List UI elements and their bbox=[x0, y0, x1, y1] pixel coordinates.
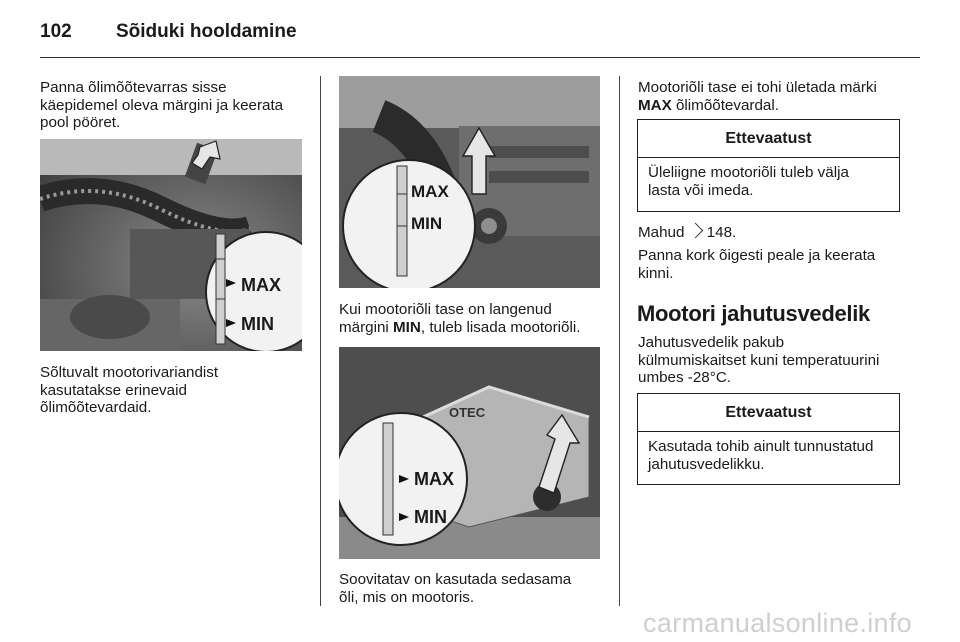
min-mark: MIN bbox=[393, 318, 421, 336]
engine-cover-text: OTEC bbox=[449, 405, 486, 420]
column-divider bbox=[320, 76, 321, 606]
page-title: Sõiduki hooldamine bbox=[116, 21, 297, 42]
max-label: MAX bbox=[241, 275, 281, 295]
min-label: MIN bbox=[241, 314, 274, 334]
column-divider bbox=[619, 76, 620, 606]
caution-box bbox=[637, 393, 900, 485]
low-level-paragraph: Kui mootoriõli tase on langenud märgini MIN, tuleb lisada mootoriõli. bbox=[339, 301, 581, 336]
coolant-paragraph: Jahutusvedelik pakub külmumiskaitset kuni temperatuurini umbes -28°C. bbox=[638, 334, 880, 386]
page-reference-icon[interactable] bbox=[687, 223, 703, 239]
intro-paragraph: Panna õlimõõtevarras sisse käepidemel oleva märgini ja keerata pool pööret. bbox=[40, 79, 284, 131]
watermark: carmanualsonline.info bbox=[643, 608, 912, 638]
header-divider bbox=[40, 57, 920, 58]
caution-text: Üleliigne mootoriõli tuleb välja lasta või imeda. bbox=[648, 164, 849, 199]
page-header bbox=[40, 16, 920, 56]
max-label: MAX bbox=[414, 469, 454, 489]
page-reference-link[interactable]: 148. bbox=[706, 224, 737, 241]
caution-title: Ettevaatust bbox=[638, 120, 899, 158]
caution-title: Ettevaatust bbox=[638, 394, 899, 432]
oil-fill-figure bbox=[339, 347, 600, 559]
cap-paragraph: Panna kork õigesti peale ja keerata kinni. bbox=[638, 247, 876, 282]
caution-box bbox=[637, 119, 900, 212]
dipstick-insert-figure bbox=[40, 139, 302, 351]
section-heading: Mootori jahutusvedelik bbox=[637, 301, 870, 326]
capacity-reference: Mahud 148. bbox=[638, 224, 737, 241]
variants-paragraph: Sõltuvalt mootorivariandist kasutatakse erinevaid õlimõõtevardaid. bbox=[40, 364, 219, 416]
min-label: MIN bbox=[411, 214, 443, 233]
recommendation-paragraph: Soovitatav on kasutada sedasama õli, mis on mootoris. bbox=[339, 571, 572, 606]
max-limit-paragraph: Mootoriõli tase ei tohi ületada märki MAX õlimõõtevardal. bbox=[638, 79, 877, 114]
page-number: 102 bbox=[40, 21, 72, 42]
max-label: MAX bbox=[411, 182, 449, 201]
max-mark: MAX bbox=[638, 96, 672, 114]
min-label: MIN bbox=[414, 507, 447, 527]
dipstick-check-figure bbox=[339, 76, 600, 288]
caution-text: Kasutada tohib ainult tunnustatud jahutusvedelikku. bbox=[648, 438, 874, 473]
